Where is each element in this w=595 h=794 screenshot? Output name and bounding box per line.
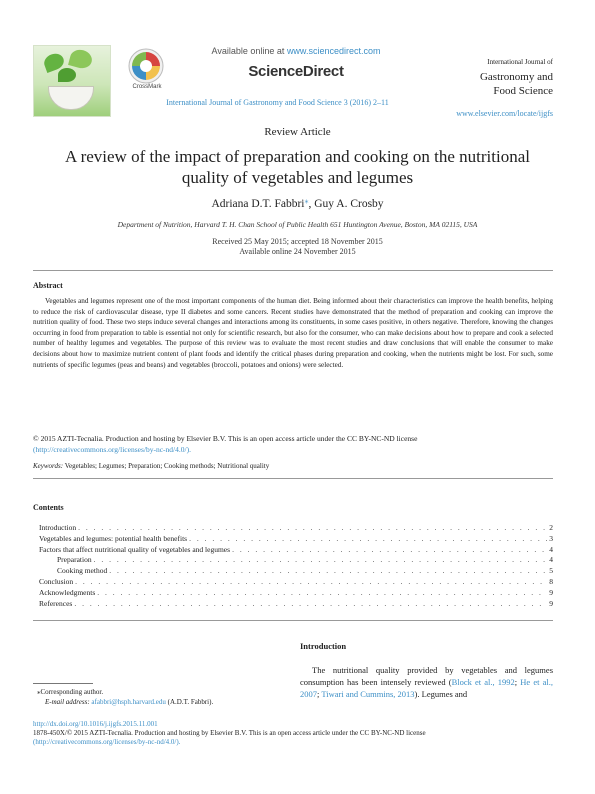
toc-entry-page: 2 (549, 523, 553, 532)
license-statement (33, 434, 553, 455)
toc-leader-dots (94, 555, 548, 564)
toc-entry-page: 4 (549, 555, 553, 565)
crossmark-label: CrossMark (132, 84, 162, 90)
toc-leader-dots (75, 577, 547, 586)
email-link[interactable]: afabbri@hsph.harvard.edu (91, 698, 166, 706)
email-footnote (45, 698, 213, 706)
abstract-body: Vegetables and legumes represent one of the most important components of the human diet. Being informed about their characteristics can improve the health benefits, helping to reduce the risk of cardiovascular disease, type II diabetes and some cancers. Recent studies have demonstrated that the method of preparation and cooking can improve the nutrition quality of food. These two steps induce several changes and interactions among its constituents, in some cases positive, in others negative. Therefore, knowing the changes occurring in food from preparation to table is essential not only for scientific research, but also for the consumer, who can make decisions about how to prepare and cook a selected number of healthy legumes and vegetables. The purpose of this review was to evaluate the most recent studies and draw conclusions that will enable the consumer to make decisions about how to maximize nutrient content of plant foods and identify the critical phases during preparation and cooking, when the nutrients might be lost. For such, some nutrients of specific legumes (peas and beans) and vegetables (broccoli, potatoes and onions) were selected. (33, 297, 553, 369)
toc-entry-page: 5 (549, 566, 553, 576)
toc-entry-page: 9 (549, 587, 553, 597)
keywords-label: Keywords: (33, 462, 64, 470)
toc-entry-label: References (39, 598, 73, 608)
toc-entry-label: Factors that affect nutritional quality of vegetables and legumes (39, 544, 231, 554)
available-online-line (186, 46, 406, 56)
journal-title-line1: Gastronomy and (479, 71, 553, 83)
toc-entry-label: Introduction (39, 523, 77, 532)
author-name: Guy A. Crosby (314, 198, 384, 210)
abstract-heading: Abstract (33, 281, 63, 290)
toc-leader-dots (109, 566, 547, 575)
journal-citation[interactable]: International Journal of Gastronomy and Food Science 3 (2016) 2–11 (166, 98, 389, 107)
journal-title-line2: Food Science (493, 85, 553, 97)
article-type: Review Article (264, 126, 331, 138)
contents-heading: Contents (33, 503, 64, 512)
author-affiliation: Department of Nutrition, Harvard T. H. Chan School of Public Health 651 Huntington Avenue, Boston, MA 02115, USA (117, 220, 478, 229)
doi-link[interactable]: http://dx.doi.org/10.1016/j.ijgfs.2015.11.001 (33, 720, 158, 728)
available-prefix: Available online at (211, 46, 285, 56)
journal-url-link[interactable]: www.elsevier.com/locate/ijgfs (456, 109, 553, 118)
citation-separator: ; (317, 689, 322, 699)
author-separator: , (308, 198, 315, 210)
corresponding-author-note: ⁎Corresponding author. (37, 688, 104, 696)
toc-entry-acknowledgments[interactable] (39, 588, 553, 599)
toc-entry-cooking-method[interactable] (39, 566, 553, 577)
introduction-heading: Introduction (300, 641, 347, 651)
crossmark-icon[interactable] (126, 46, 166, 86)
toc-entry-references[interactable] (39, 599, 553, 610)
sciencedirect-link[interactable]: www.sciencedirect.com (286, 46, 381, 56)
citation-link[interactable]: Block et al., 1992 (451, 677, 515, 687)
toc-entry-label: Acknowledgments (39, 587, 96, 597)
footnote-rule (33, 683, 93, 684)
toc-entry-label: Conclusion (39, 576, 74, 586)
author-list (0, 196, 595, 210)
toc-entry-label: Vegetables and legumes: potential health benefits (39, 533, 188, 543)
received-dates: Received 25 May 2015; accepted 18 November 2015 (212, 237, 383, 246)
license-text: © 2015 AZTI-Tecnalia. Production and hosting by Elsevier B.V. This is an open access article under the CC BY-NC-ND license (33, 434, 418, 443)
citation-link[interactable]: Tiwari and Cummins, 2013 (321, 689, 415, 699)
email-suffix: (A.D.T. Fabbri). (165, 698, 214, 706)
introduction-body (300, 664, 553, 700)
toc-entry-factors[interactable] (39, 545, 553, 556)
author-name: Adriana D.T. Fabbri (211, 198, 305, 210)
toc-entry-page: 3 (549, 533, 553, 543)
divider (33, 620, 553, 621)
intro-text-start: The nutritional quality provided by vegetables and legumes consumption has been intensely reviewed ( (300, 665, 553, 687)
divider (33, 478, 553, 479)
toc-entry-preparation[interactable] (39, 555, 553, 566)
toc-leader-dots (189, 534, 547, 543)
toc-leader-dots (74, 599, 547, 608)
journal-prefix: International Journal of (487, 58, 553, 66)
toc-entry-page: 4 (549, 544, 553, 554)
citation-link[interactable]: He et al., 2007 (300, 677, 553, 699)
toc-entry-page: 9 (549, 598, 553, 608)
toc-entry-health-benefits[interactable] (39, 534, 553, 545)
footer-license-link[interactable]: (http://creativecommons.org/licenses/by-nc-nd/4.0/). (33, 738, 181, 746)
toc-entry-page: 8 (549, 576, 553, 586)
toc-leader-dots (232, 545, 547, 554)
corresponding-author-mark[interactable]: ⁎ (304, 196, 309, 205)
keywords-list: Vegetables; Legumes; Preparation; Cooking methods; Nutritional quality (64, 462, 270, 470)
table-of-contents (39, 523, 553, 609)
toc-leader-dots (78, 523, 547, 532)
available-online-date: Available online 24 November 2015 (239, 247, 356, 256)
email-label: E-mail address: (45, 698, 90, 706)
article-title: A review of the impact of preparation and cooking on the nutritional quality of vegetables and legumes (64, 147, 530, 187)
issn-copyright-line: 1878-450X/© 2015 AZTI-Tecnalia. Production and hosting by Elsevier B.V. This is an open access article under the CC BY-NC-ND license (33, 729, 426, 737)
citation-separator: ; (514, 677, 521, 687)
toc-leader-dots (97, 588, 547, 597)
divider (33, 270, 553, 271)
toc-entry-label: Preparation (57, 555, 92, 565)
keywords-line (33, 462, 553, 470)
toc-entry-conclusion[interactable] (39, 577, 553, 588)
toc-entry-introduction[interactable] (39, 523, 553, 534)
intro-text-end: ). Legumes and (414, 689, 468, 699)
toc-entry-label: Cooking method (57, 566, 108, 576)
license-link[interactable]: (http://creativecommons.org/licenses/by-nc-nd/4.0/). (33, 444, 191, 454)
journal-title (420, 70, 553, 98)
sciencedirect-logo: ScienceDirect (248, 63, 344, 80)
